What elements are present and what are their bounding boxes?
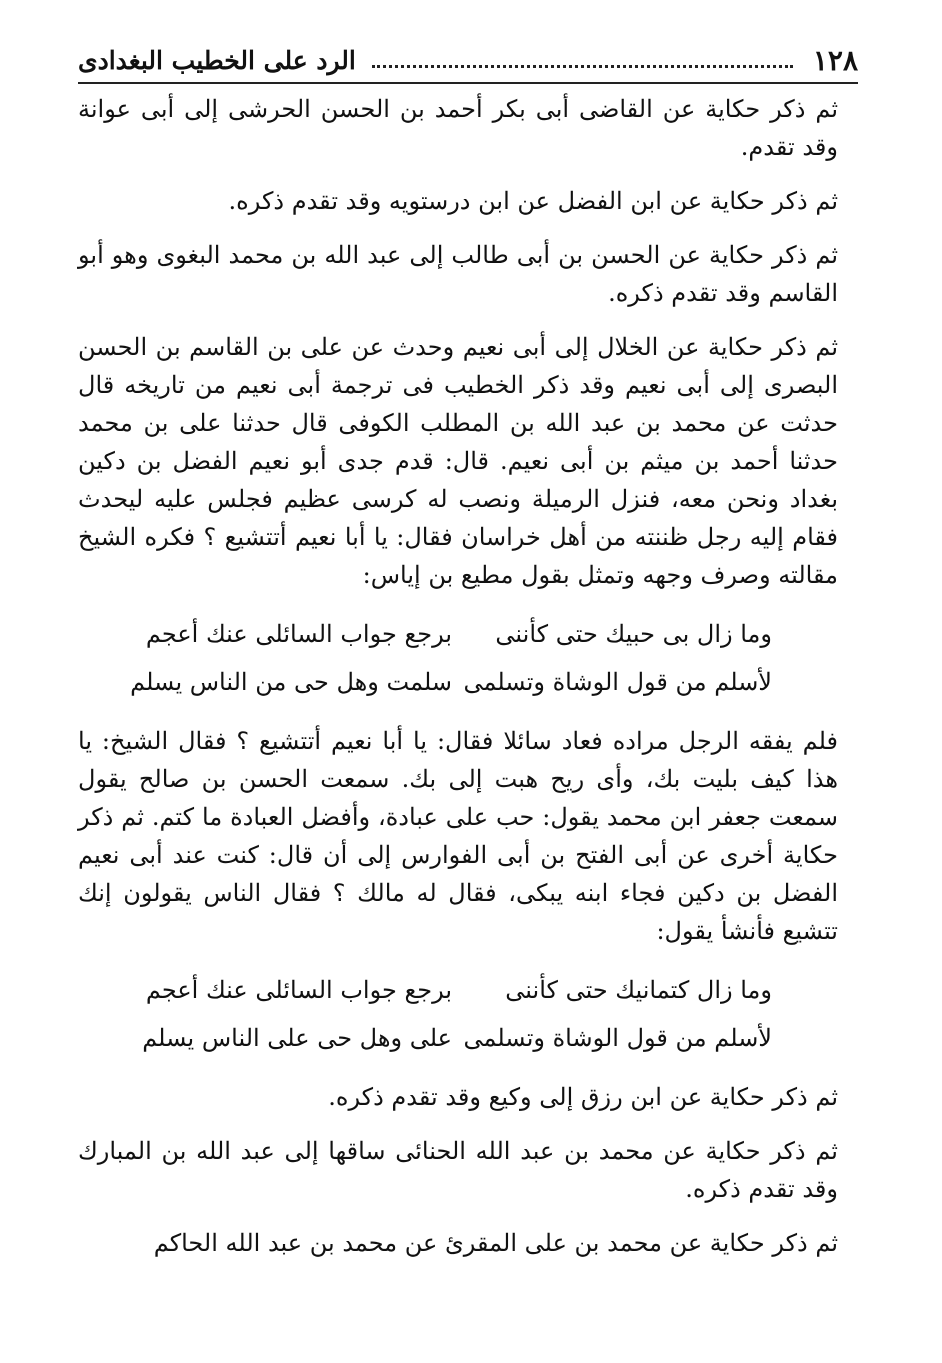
paragraph: فلم يفقه الرجل مراده فعاد سائلا فقال: يا أبا نعيم أتتشيع ؟ فقال الشيخ: يا هذا كيف بليت بك، وأى ريح هبت إلى بك. سمعت الحسن بن صالح يقول سمعت جعفر ابن محمد يقول: حب على عبادة، وأفضل العبادة ما كتم. ثم ذكر حكاية أخرى عن أبى الفتح بن أبى الفوارس إلى أن قال: كنت عند أبى نعيم الفضل بن دكين فجاء ابنه يبكى، فقال له مالك ؟ فقال الناس يقولون إنك تتشيع فأنشأ يقول:	[78, 727, 838, 945]
poem-first-hemistich: لأسلم من قول الوشاة وتسلمى	[463, 1024, 772, 1052]
paragraph: ثم ذكر حكاية عن ابن الفضل عن ابن درستويه وقد تقدم ذكره.	[228, 187, 838, 215]
poem-second-hemistich: برجع جواب السائلى عنك أعجم	[145, 976, 452, 1004]
poem-second-hemistich: برجع جواب السائلى عنك أعجم	[145, 620, 452, 648]
header-dotted-leader	[372, 53, 793, 68]
paragraph: ثم ذكر حكاية عن ابن رزق إلى وكيع وقد تقدم ذكره.	[328, 1083, 838, 1111]
paragraph: ثم ذكر حكاية عن الحسن بن أبى طالب إلى عبد الله بن محمد البغوى وهو أبو القاسم وقد تقدم ذكره.	[78, 241, 838, 307]
running-title: الرد على الخطيب البغدادى	[78, 45, 356, 75]
poem-first-hemistich: وما زال كتمانيك حتى كأننى	[505, 976, 772, 1004]
paragraph: ثم ذكر حكاية عن محمد بن على المقرئ عن محمد بن عبد الله الحاكم	[153, 1229, 838, 1257]
page-body	[78, 90, 838, 1262]
poem-verse	[78, 610, 838, 658]
poem-verse	[78, 966, 838, 1014]
poem-verse	[78, 1014, 838, 1062]
paragraph: ثم ذكر حكاية عن الخلال إلى أبى نعيم وحدث عن على بن القاسم بن الحسن البصرى إلى أبى نعيم وقد ذكر الخطيب فى ترجمة أبى نعيم من تاريخه قال حدثت عن محمد بن عبد الله بن المطلب الكوفى قال حدثنا على بن محمد حدثنا أحمد بن ميثم بن أبى نعيم. قال: قدم جدى أبو نعيم الفضل بن دكين بغداد ونحن معه، فنزل الرميلة ونصب له كرسى عظيم فجلس عليه ليحدث فقام إليه رجل ظننته من أهل خراسان فقال: يا أبا نعيم أتتشيع ؟ فكره الشيخ مقالته وصرف وجهه وتمثل بقول مطيع بن إياس:	[78, 333, 838, 589]
paragraph: ثم ذكر حكاية عن محمد بن عبد الله الحنائى ساقها إلى عبد الله بن المبارك وقد تقدم ذكره.	[78, 1137, 838, 1203]
paragraph: ثم ذكر حكاية عن القاضى أبى بكر أحمد بن الحسن الحرشى إلى أبى عوانة وقد تقدم.	[78, 95, 838, 161]
poem-verse	[78, 658, 838, 706]
poem-block	[78, 966, 838, 1062]
page-header	[78, 38, 858, 84]
poem-first-hemistich: وما زال بى حبيك حتى كأننى	[495, 620, 772, 648]
poem-second-hemistich: على وهل حى على الناس يسلم	[142, 1024, 452, 1052]
poem-first-hemistich: لأسلم من قول الوشاة وتسلمى	[463, 668, 772, 696]
page-number: ١٢٨	[812, 43, 858, 77]
poem-second-hemistich: سلمت وهل حى من الناس يسلم	[130, 668, 452, 696]
poem-block	[78, 610, 838, 706]
